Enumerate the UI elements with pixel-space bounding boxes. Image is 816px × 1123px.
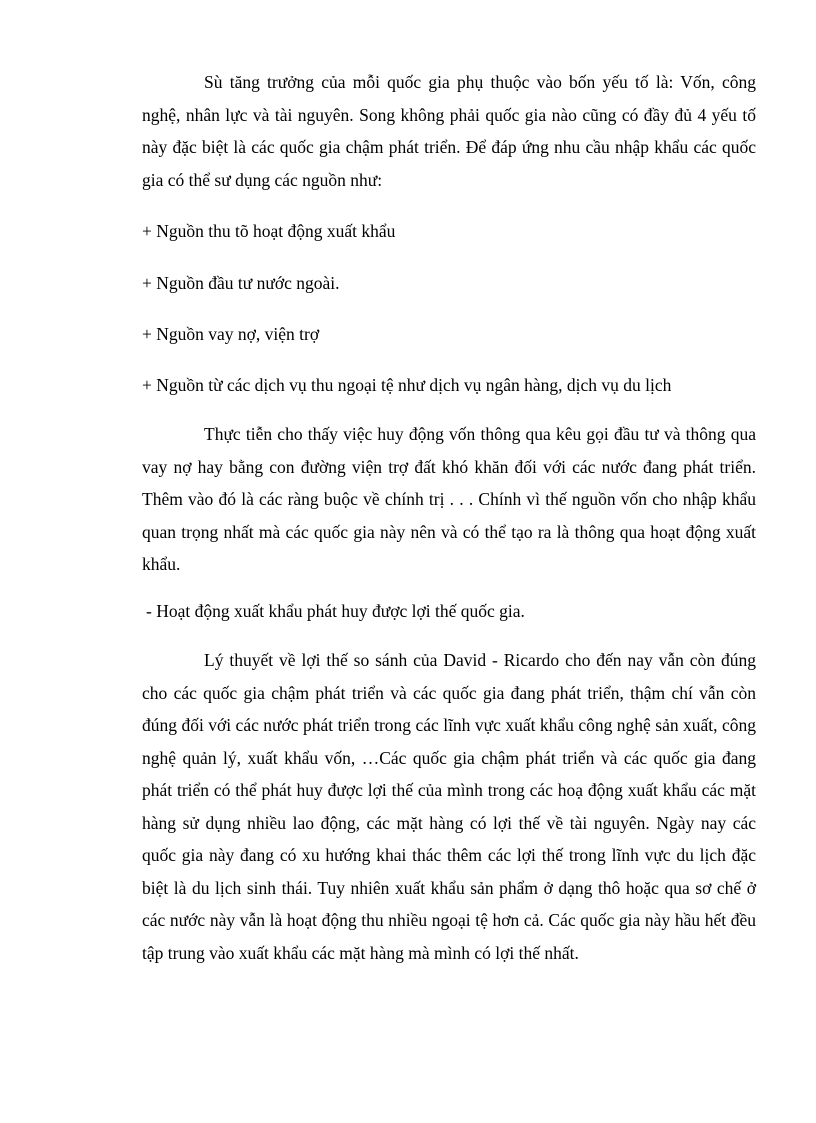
section-heading-national-advantage: - Hoạt động xuất khẩu phát huy được lợi thế quốc gia. [146, 601, 525, 621]
paragraph-comparative-advantage: Lý thuyết về lợi thế so sánh của David - Ricardo cho đến nay vẫn còn đúng cho các quốc gia chậm phát triển và các quốc gia đang phát triển, thậm chí vẫn còn đúng đối với các nước phát triển trong các lĩnh vực xuất khẩu công nghệ sản xuất, công nghệ quản lý, xuất khẩu vốn, …Các quốc gia chậm phát triển và các quốc gia đang phát triển có thể phát huy được lợi thế của mình trong các hoạ động xuất khẩu các mặt hàng sử dụng nhiều lao động, các mặt hàng có lợi thế về tài nguyên. Ngày nay các quốc gia này đang có xu hướng khai thác thêm các lợi thế trong lĩnh vực du lịch đặc biệt là du lịch sinh thái. Tuy nhiên xuất khẩu sản phẩm ở dạng thô hoặc qua sơ chế ở các nước này vẫn là hoạt động thu nhiều ngoại tệ hơn cả. Các quốc gia này hầu hết đều tập trung vào xuất khẩu các mặt hàng mà mình có lợi thế nhất. [142, 650, 756, 963]
paragraph-capital-mobilization: Thực tiễn cho thấy việc huy động vốn thông qua kêu gọi đầu tư và thông qua vay nợ hay bằng con đường viện trợ đất khó khăn đối với các nước đang phát triển. Thêm vào đó là các ràng buộc về chính trị . . . Chính vì thế nguồn vốn cho nhập khẩu quan trọng nhất mà các quốc gia này nên và có thể tạo ra là thông qua hoạt động xuất khẩu. [142, 424, 756, 574]
list-item-loans-aid: + Nguồn vay nợ, viện trợ [142, 324, 320, 344]
list-item-foreign-currency-services: + Nguồn từ các dịch vụ thu ngoại tệ như dịch vụ ngân hàng, dịch vụ du lịch [142, 375, 672, 395]
paragraph-growth-factors: Sù tăng trưởng của mỗi quốc gia phụ thuộc vào bốn yếu tố là: Vốn, công nghệ, nhân lực và tài nguyên. Song không phải quốc gia nào cũng có đầy đủ 4 yếu tố này đặc biệt là các quốc gia chậm phát triển. Để đáp ứng nhu cầu nhập khẩu các quốc gia có thể sư dụng các nguồn như: [142, 72, 756, 190]
list-item-foreign-investment: + Nguồn đầu tư nước ngoài. [142, 273, 340, 293]
list-item-export-revenue: + Nguồn thu tõ hoạt động xuất khẩu [142, 221, 396, 241]
